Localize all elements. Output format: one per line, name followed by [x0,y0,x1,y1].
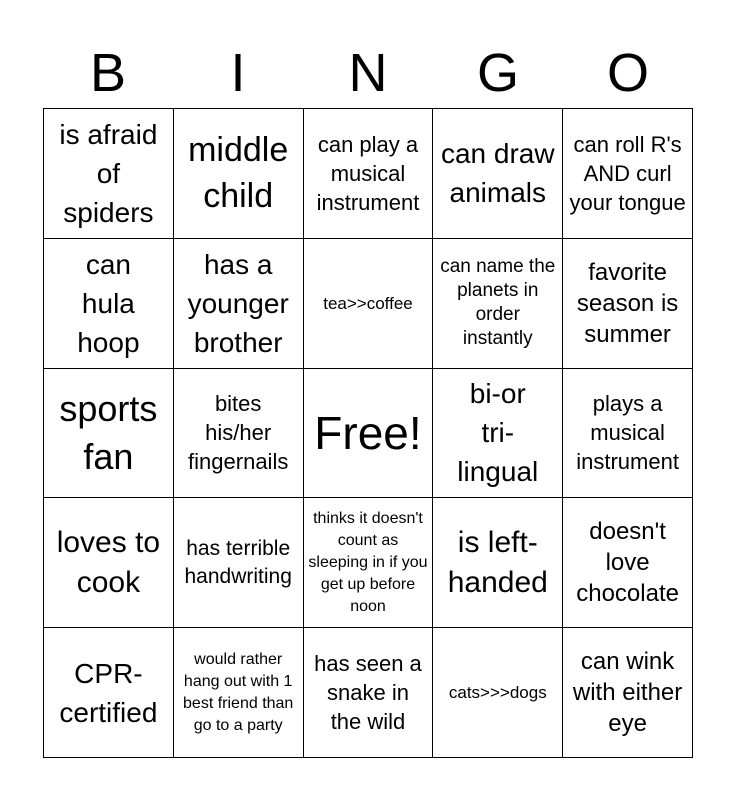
bingo-cell-r3-c4[interactable] [433,369,563,499]
header-letter-n: N [348,43,388,103]
bingo-cell-r4-c3[interactable] [304,498,434,628]
cell-text: loves to cook [56,525,161,599]
cell-text: can draw animals [440,138,555,209]
free-space[interactable] [304,369,434,499]
cell-text: would rather hang out with 1 best friend than go to a party [183,650,294,734]
bingo-cell-r2-c5[interactable] [563,239,693,369]
bingo-cell-r5-c5[interactable] [563,628,693,758]
bingo-cell-r2-c1[interactable] [44,239,174,369]
bingo-cell-r3-c2[interactable] [174,369,304,499]
bingo-cell-r1-c2[interactable] [174,109,304,239]
cell-text: favorite season is summer [576,258,679,348]
cell-text: CPR-certified [59,657,158,728]
cell-text: middle child [188,131,289,216]
bingo-cell-r5-c4[interactable] [433,628,563,758]
header-letter-o: O [606,43,649,103]
bingo-cell-r5-c1[interactable] [44,628,174,758]
cell-text: can name the planets in order instantly [440,256,556,350]
cell-text: cats>>>dogs [448,683,547,703]
bingo-cell-r2-c4[interactable] [433,239,563,369]
cell-text: can roll R's AND curl your tongue [569,131,686,215]
bingo-cell-r1-c4[interactable] [433,109,563,239]
cell-text: is left-handed [447,525,548,599]
bingo-cell-r2-c3[interactable] [304,239,434,369]
bingo-cell-r1-c3[interactable] [304,109,434,239]
header-letter-b: B [89,43,127,103]
cell-text: can play a musical instrument [316,131,420,215]
cell-text: tea>>coffee [323,293,413,313]
bingo-cell-r4-c2[interactable] [174,498,304,628]
bingo-cell-r3-c5[interactable] [563,369,693,499]
free-space-text: Free! [314,406,422,459]
cell-text: can wink with either eye [572,648,683,738]
cell-text: doesn't love chocolate [576,518,679,608]
header-letter-i: I [230,43,246,103]
cell-text: bi-or tri-lingual [457,378,539,488]
bingo-board [43,108,693,758]
bingo-cell-r2-c2[interactable] [174,239,304,369]
cell-text: thinks it doesn't count as sleeping in if you get up before noon [308,509,428,615]
bingo-cell-r5-c3[interactable] [304,628,434,758]
cell-text: has seen a snake in the wild [314,651,422,735]
cell-text: sports fan [59,387,158,477]
bingo-cell-r4-c1[interactable] [44,498,174,628]
bingo-header [43,38,693,108]
bingo-cell-r4-c4[interactable] [433,498,563,628]
cell-text: can hula hoop [77,248,140,358]
cell-text: is afraid of spiders [59,118,158,228]
cell-text: has terrible handwriting [184,536,292,588]
bingo-cell-r1-c1[interactable] [44,109,174,239]
bingo-cell-r1-c5[interactable] [563,109,693,239]
cell-text: has a younger brother [187,248,289,358]
cell-text: plays a musical instrument [576,391,679,475]
cell-text: bites his/her fingernails [188,391,289,475]
bingo-cell-r5-c2[interactable] [174,628,304,758]
header-letter-g: G [476,43,519,103]
bingo-cell-r3-c1[interactable] [44,369,174,499]
bingo-cell-r4-c5[interactable] [563,498,693,628]
